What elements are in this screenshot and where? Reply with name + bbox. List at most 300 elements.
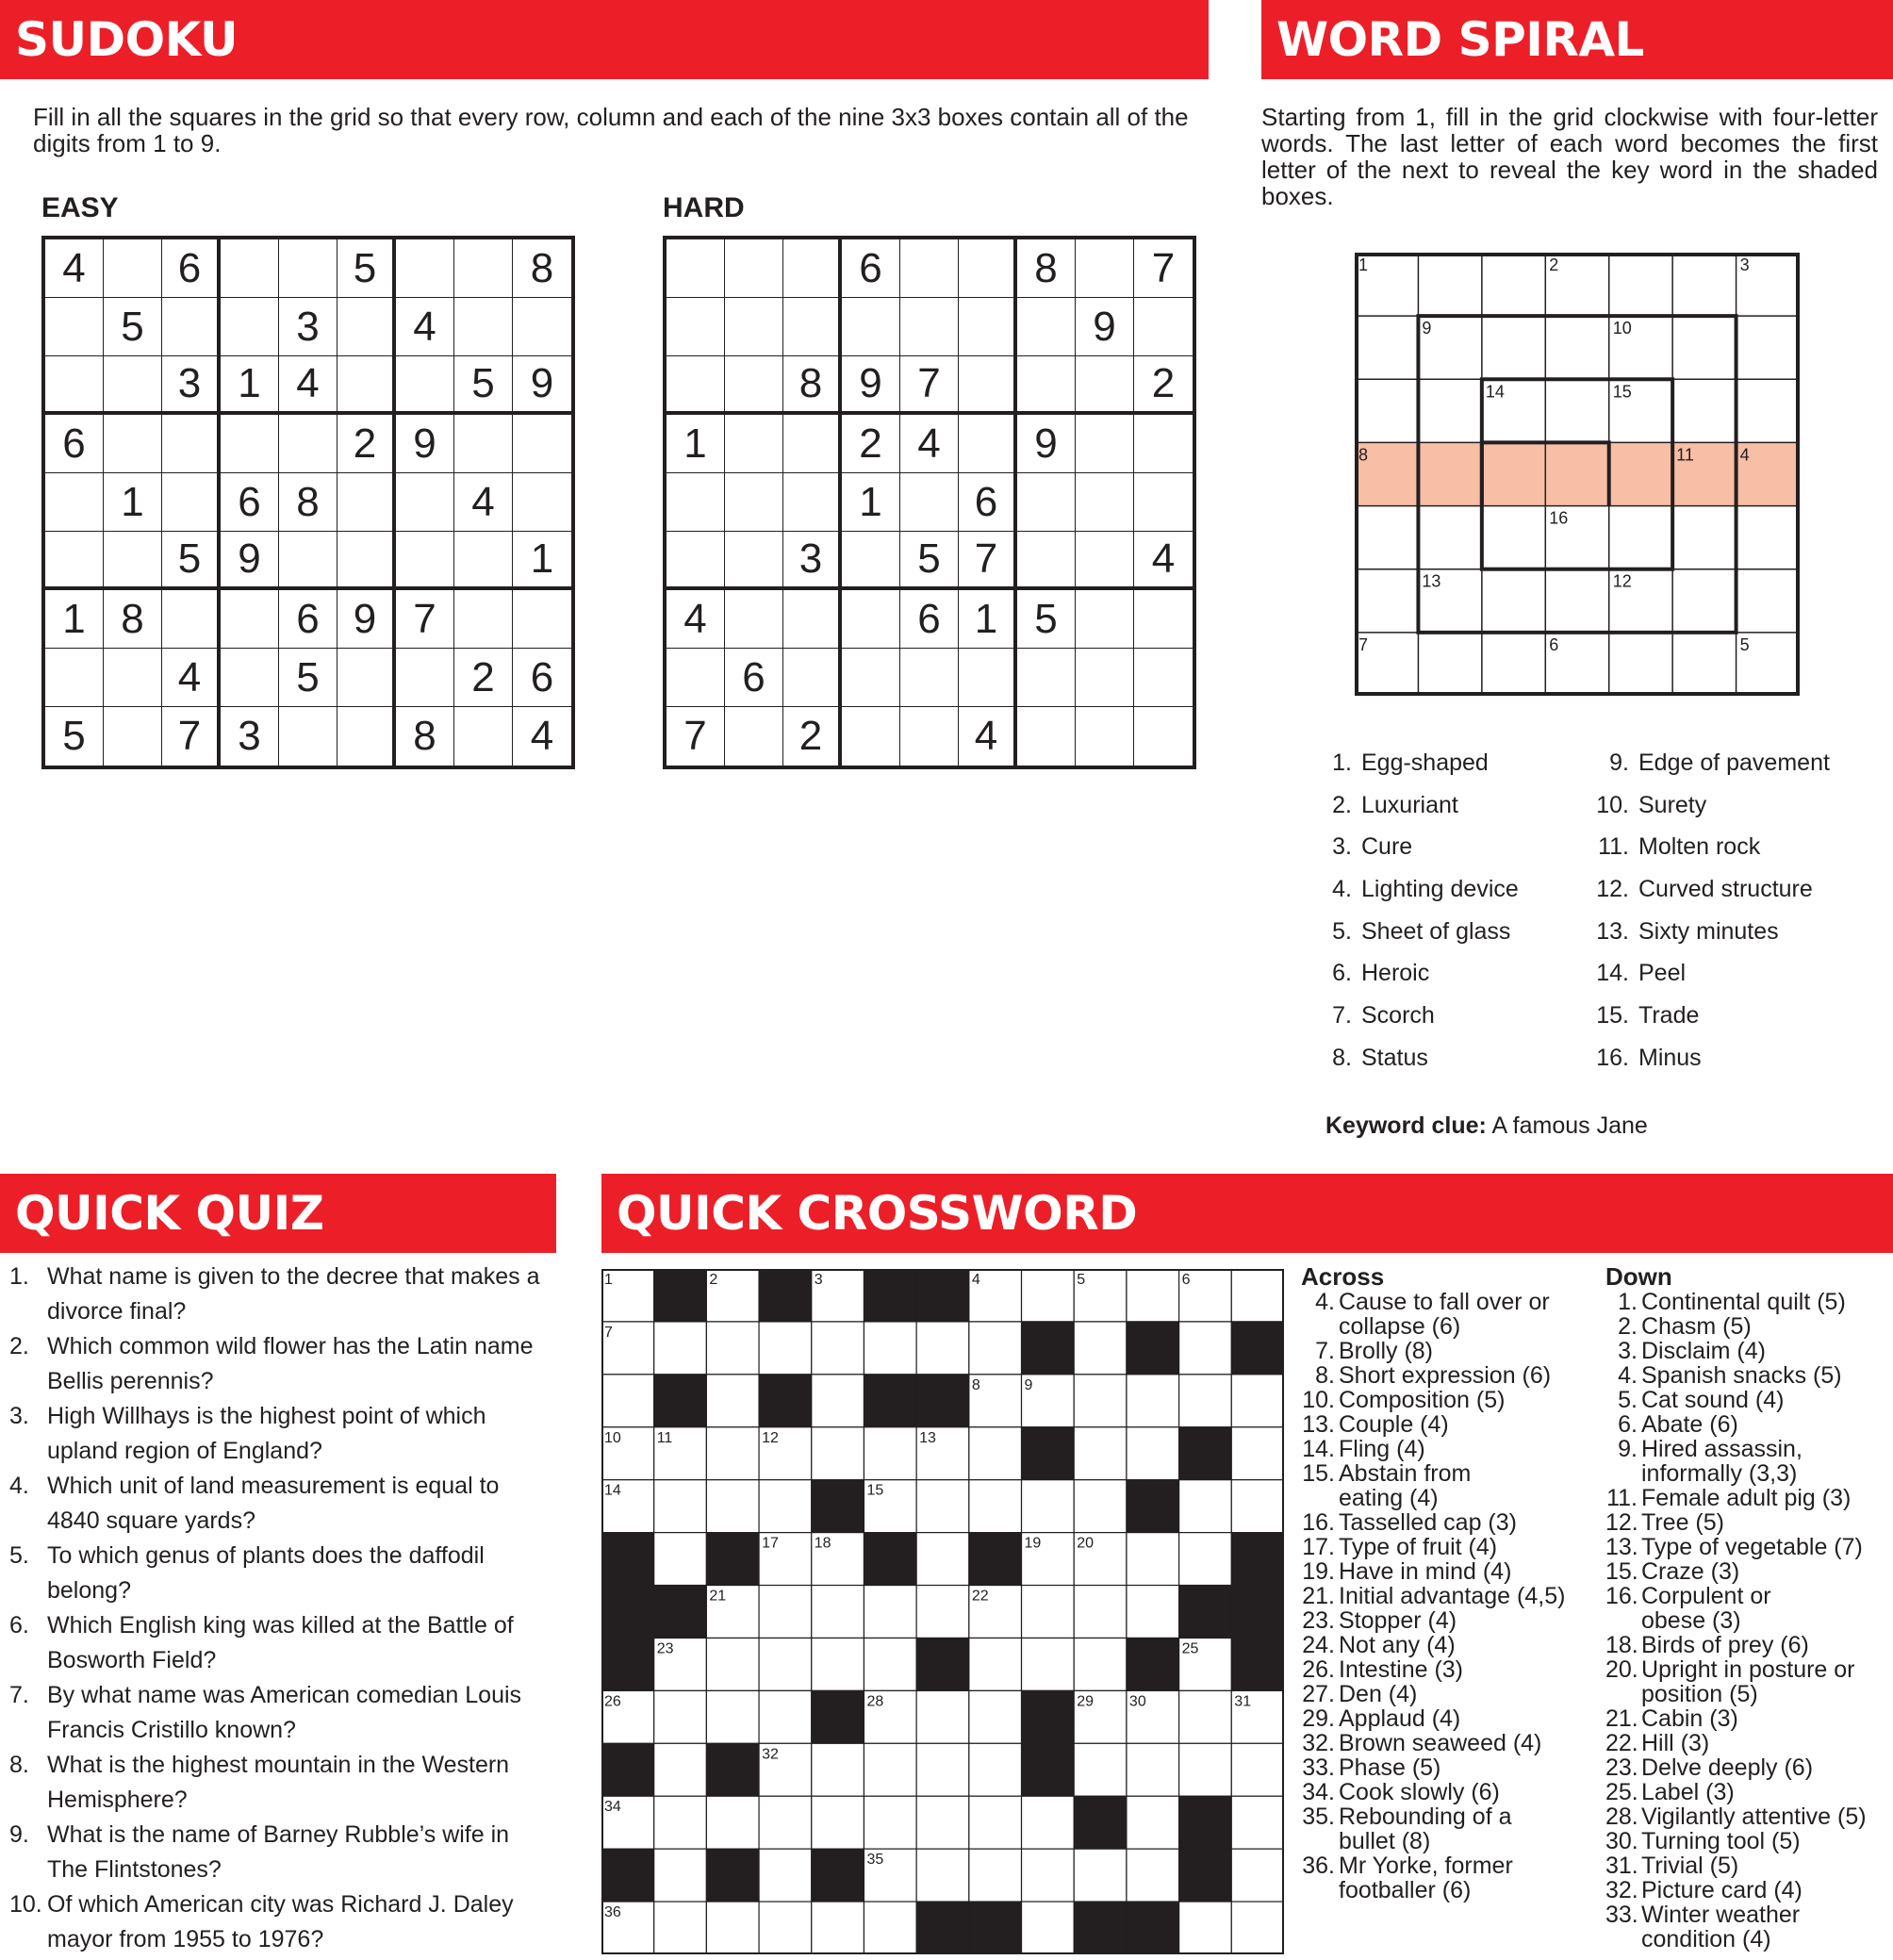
crossword-cell[interactable] [1231,1269,1284,1322]
crossword-cell[interactable] [759,1902,812,1954]
crossword-cell[interactable] [1179,1902,1232,1954]
sudoku-cell[interactable] [104,415,162,473]
crossword-cell-number: 29 [1077,1693,1095,1710]
crossword-cell[interactable] [759,1849,812,1902]
crossword-block [864,1269,916,1322]
sudoku-cell[interactable]: 4 [279,356,337,415]
sudoku-cell[interactable] [959,415,1017,473]
sudoku-cell[interactable] [900,649,959,707]
sudoku-cell[interactable] [783,239,842,298]
sudoku-cell[interactable]: 7 [1134,239,1193,298]
sudoku-cell[interactable]: 8 [783,356,842,415]
sudoku-cell[interactable] [454,707,513,766]
crossword-cell[interactable] [864,1638,916,1690]
crossword-cell[interactable] [1127,1796,1179,1849]
sudoku-cell[interactable]: 4 [1134,532,1193,590]
sudoku-cell[interactable] [1134,649,1193,707]
crossword-cell[interactable] [654,1322,707,1375]
sudoku-cell[interactable] [279,239,337,298]
sudoku-cell[interactable] [454,532,513,590]
sudoku-cell[interactable]: 5 [45,707,104,766]
sudoku-cell[interactable]: 9 [337,590,396,649]
crossword-cell[interactable] [969,1796,1022,1849]
crossword-cell[interactable] [706,1690,759,1743]
crossword-cell[interactable] [916,1690,969,1743]
crossword-cell[interactable] [759,1480,812,1533]
sudoku-cell[interactable] [725,239,783,298]
crossword-cell[interactable] [1179,1533,1232,1586]
sudoku-cell[interactable] [667,239,725,298]
sudoku-cell[interactable] [725,590,783,649]
sudoku-cell[interactable] [1134,298,1193,356]
sudoku-cell[interactable]: 9 [1017,415,1076,473]
crossword-cell[interactable] [759,1690,812,1743]
sudoku-cell[interactable]: 8 [396,707,454,766]
crossword-block [916,1375,969,1427]
sudoku-cell[interactable] [1134,415,1193,473]
crossword-cell[interactable] [1074,1638,1127,1690]
crossword-cell-number: 15 [866,1482,884,1499]
sudoku-cell[interactable]: 4 [530,713,554,759]
sudoku-cell[interactable] [842,649,900,707]
sudoku-cell[interactable]: 2 [454,649,513,707]
sudoku-cell[interactable] [1017,473,1076,532]
sudoku-cell[interactable] [513,473,571,532]
sudoku-cell[interactable] [667,473,725,532]
crossword-cell[interactable] [1022,1638,1075,1690]
sudoku-cell[interactable]: 9 [396,415,454,473]
crossword-cell[interactable] [706,1902,759,1954]
crossword-cell[interactable] [706,1427,759,1480]
question-line: 4840 square yards? [47,1507,255,1534]
sudoku-cell[interactable] [162,298,221,356]
sudoku-cell[interactable]: 5 [104,298,162,356]
crossword-cell[interactable] [654,1796,707,1849]
sudoku-cell[interactable] [454,415,513,473]
sudoku-cell[interactable] [162,415,221,473]
crossword-cell[interactable] [706,1638,759,1690]
sudoku-cell[interactable] [900,473,959,532]
sudoku-cell[interactable] [1017,532,1076,590]
sudoku-cell[interactable] [783,473,842,532]
crossword-cell[interactable] [969,1480,1022,1533]
crossword-cell[interactable] [864,1743,916,1796]
sudoku-cell[interactable]: 6 [162,239,221,298]
sudoku-cell[interactable] [842,532,900,590]
sudoku-cell[interactable] [842,590,900,649]
sudoku-cell[interactable]: 8 [513,239,571,298]
clue-text [1339,1363,1551,1388]
keyword-shaded-cell[interactable] [1418,442,1481,505]
sudoku-cell[interactable]: 9 [842,356,900,415]
sudoku-cell[interactable]: 7 [162,707,221,766]
crossword-cell[interactable] [1127,1743,1179,1796]
spiral-clue [1591,918,1893,961]
crossword-cell[interactable] [812,1796,864,1849]
sudoku-cell[interactable] [45,298,104,356]
sudoku-cell[interactable] [337,473,396,532]
crossword-cell[interactable] [916,1796,969,1849]
crossword-cell[interactable] [916,1586,969,1639]
sudoku-cell[interactable]: 1 [842,473,900,532]
clue-line: Composition (5) [1339,1387,1506,1413]
sudoku-cell[interactable]: 1 [45,590,104,649]
sudoku-cell[interactable] [513,590,571,649]
crossword-cell[interactable] [916,1480,969,1533]
sudoku-cell[interactable]: 5 [279,649,337,707]
crossword-cell[interactable] [706,1375,759,1427]
sudoku-cell[interactable]: 6 [725,649,783,707]
sudoku-cell[interactable]: 6 [279,590,337,649]
crossword-cell[interactable] [1179,1322,1232,1375]
sudoku-cell[interactable] [1076,532,1134,590]
sudoku-cell[interactable]: 1 [104,473,162,532]
crossword-cell[interactable] [1074,1586,1127,1639]
sudoku-cell[interactable] [221,415,279,473]
crossword-cell[interactable] [812,1322,864,1375]
sudoku-cell[interactable]: 7 [959,532,1017,590]
crossword-cell[interactable] [1179,1743,1232,1796]
sudoku-cell[interactable] [959,649,1017,707]
crossword-cell[interactable] [1231,1849,1284,1902]
crossword-cell[interactable] [706,1480,759,1533]
crossword-cell[interactable] [916,1743,969,1796]
crossword-cell[interactable] [759,1796,812,1849]
crossword-cell[interactable] [1022,1586,1075,1639]
sudoku-cell[interactable]: 7 [667,707,725,766]
sudoku-cell[interactable] [900,239,959,298]
crossword-cell[interactable] [1179,1480,1232,1533]
crossword-cell[interactable] [1179,1375,1232,1427]
sudoku-cell[interactable] [959,239,1017,298]
sudoku-cell[interactable] [104,239,162,298]
sudoku-cell[interactable] [337,356,396,415]
sudoku-cell[interactable] [454,239,513,298]
crossword-cell[interactable] [706,1322,759,1375]
sudoku-cell[interactable] [104,707,162,766]
crossword-grid [601,1269,1284,1954]
sudoku-cell[interactable] [725,532,783,590]
sudoku-cell[interactable]: 3 [221,707,279,766]
crossword-cell[interactable] [969,1690,1022,1743]
sudoku-cell[interactable] [725,298,783,356]
crossword-cell[interactable] [1231,1375,1284,1427]
crossword-cell[interactable] [1022,1849,1075,1902]
clue-text [1641,1559,1739,1584]
sudoku-cell[interactable]: 8 [1017,239,1076,298]
sudoku-cell[interactable]: 5 [162,532,221,590]
sudoku-cell[interactable]: 1 [959,590,1017,649]
crossword-cell[interactable] [1022,1796,1075,1849]
crossword-cell[interactable] [1074,1427,1127,1480]
crossword-cell[interactable] [601,1375,654,1427]
sudoku-cell[interactable] [279,532,337,590]
crossword-cell[interactable] [1231,1480,1284,1533]
sudoku-cell[interactable] [1134,707,1193,766]
crossword-cell[interactable] [864,1796,916,1849]
crossword-cell[interactable] [1074,1322,1127,1375]
crossword-cell-number: 14 [604,1482,621,1499]
crossword-cell[interactable] [1127,1427,1179,1480]
sudoku-cell[interactable] [842,298,900,356]
sudoku-cell[interactable] [842,707,900,766]
sudoku-cell[interactable] [45,532,104,590]
crossword-block [916,1269,969,1322]
sudoku-cell[interactable]: 4 [454,473,513,532]
sudoku-cell[interactable] [454,298,513,356]
sudoku-cell[interactable] [1076,707,1134,766]
crossword-cell[interactable] [1127,1269,1179,1322]
crossword-cell-number: 33 [1024,1746,1042,1763]
crossword-cell[interactable] [864,1322,916,1375]
sudoku-cell[interactable]: 6 [513,649,571,707]
sudoku-cell[interactable] [1076,590,1134,649]
crossword-cell[interactable] [1127,1586,1179,1639]
sudoku-cell[interactable] [396,532,454,590]
clue-line: Corpulent or [1641,1583,1771,1609]
crossword-cell[interactable] [654,1743,707,1796]
crossword-block [1074,1902,1127,1954]
clue-line: Abate (6) [1641,1411,1738,1438]
crossword-cell[interactable] [759,1322,812,1375]
sudoku-cell[interactable]: 1 [667,415,725,473]
crossword-cell[interactable] [969,1638,1022,1690]
sudoku-cell[interactable] [513,415,571,473]
sudoku-cell[interactable]: 5 [454,356,513,415]
crossword-cell[interactable] [654,1902,707,1954]
sudoku-cell[interactable]: 5 [337,239,396,298]
sudoku-cell[interactable]: 1 [221,356,279,415]
sudoku-cell[interactable] [45,649,104,707]
crossword-cell[interactable] [654,1533,707,1586]
sudoku-cell[interactable] [162,590,221,649]
sudoku-cell[interactable] [725,356,783,415]
sudoku-cell[interactable]: 1 [513,532,571,590]
crossword-cell[interactable] [1074,1743,1127,1796]
sudoku-cell[interactable]: 5 [900,532,959,590]
sudoku-cell[interactable]: 6 [221,473,279,532]
down-clue [1605,1755,1893,1780]
sudoku-cell[interactable]: 6 [45,415,104,473]
sudoku-cell[interactable] [396,473,454,532]
sudoku-cell[interactable] [221,649,279,707]
sudoku-cell[interactable] [1017,298,1076,356]
sudoku-cell[interactable]: 4 [667,590,725,649]
sudoku-cell[interactable] [900,298,959,356]
sudoku-cell[interactable]: 4 [959,707,1017,766]
sudoku-cell[interactable] [221,298,279,356]
crossword-cell[interactable] [812,1743,864,1796]
sudoku-cell[interactable]: 4 [900,415,959,473]
sudoku-cell[interactable] [1017,649,1076,707]
sudoku-cell[interactable] [454,590,513,649]
sudoku-cell[interactable] [45,473,104,532]
sudoku-cell[interactable] [104,532,162,590]
spiral-clue [1591,833,1893,876]
sudoku-cell[interactable] [396,239,454,298]
sudoku-cell[interactable] [667,532,725,590]
sudoku-cell[interactable]: 5 [1017,590,1076,649]
sudoku-cell[interactable]: 2 [783,707,842,766]
sudoku-cell[interactable] [45,356,104,415]
crossword-cell[interactable] [864,1902,916,1954]
clue-number: 33. [1302,1754,1335,1781]
sudoku-cell[interactable] [337,707,396,766]
crossword-cell[interactable] [916,1849,969,1902]
clue-text [1641,1633,1809,1657]
sudoku-cell[interactable] [1017,707,1076,766]
sudoku-cell[interactable]: 3 [279,298,337,356]
crossword-cell[interactable] [1022,1269,1075,1322]
sudoku-cell[interactable] [725,707,783,766]
crossword-cell[interactable] [916,1533,969,1586]
sudoku-cell[interactable]: 8 [104,590,162,649]
sudoku-cell[interactable] [1076,356,1134,415]
sudoku-cell[interactable]: 7 [900,356,959,415]
sudoku-cell[interactable] [667,649,725,707]
sudoku-cell[interactable] [337,298,396,356]
sudoku-cell[interactable]: 2 [1134,356,1193,415]
crossword-cell[interactable] [812,1427,864,1480]
clue-number: 6. [1332,960,1352,987]
clue-text: Minus [1638,1044,1702,1071]
crossword-cell[interactable] [969,1322,1022,1375]
sudoku-cell[interactable] [1076,239,1134,298]
sudoku-cell[interactable] [900,707,959,766]
crossword-cell[interactable] [759,1638,812,1690]
crossword-block [812,1849,864,1902]
spiral-cell-number: 10 [1612,319,1632,338]
sudoku-cell[interactable] [337,649,396,707]
down-clue [1605,1339,1893,1363]
clue-number: 13. [1596,917,1629,945]
spiral-clue [1325,1045,1580,1087]
sudoku-cell[interactable] [1017,356,1076,415]
sudoku-cell[interactable]: 2 [337,415,396,473]
sudoku-cell[interactable] [783,590,842,649]
clue-line: Cabin (3) [1641,1705,1738,1732]
sudoku-cell[interactable] [1076,649,1134,707]
sudoku-cell[interactable]: 6 [959,473,1017,532]
crossword-block [654,1586,707,1639]
sudoku-cell[interactable] [725,415,783,473]
crossword-cell[interactable] [1231,1427,1284,1480]
crossword-cell[interactable] [812,1902,864,1954]
sudoku-cell[interactable] [959,356,1017,415]
keyword-shaded-cell[interactable] [1482,442,1545,505]
sudoku-cell[interactable]: 3 [783,532,842,590]
sudoku-cell[interactable] [162,473,221,532]
sudoku-cell[interactable] [337,532,396,590]
crossword-cell[interactable] [1074,1849,1127,1902]
sudoku-cell[interactable]: 9 [221,532,279,590]
crossword-cell[interactable] [969,1743,1022,1796]
crossword-cell[interactable] [1179,1690,1232,1743]
sudoku-cell[interactable] [513,298,571,356]
clue-line: Initial advantage (4,5) [1339,1583,1566,1609]
sudoku-cell[interactable] [1076,473,1134,532]
sudoku-cell[interactable] [279,415,337,473]
crossword-cell[interactable] [864,1586,916,1639]
crossword-cell[interactable] [654,1480,707,1533]
crossword-cell[interactable] [654,1690,707,1743]
crossword-cell[interactable] [1231,1902,1284,1954]
crossword-block [812,1480,864,1533]
sudoku-cell[interactable]: 7 [396,590,454,649]
sudoku-cell[interactable] [1134,590,1193,649]
sudoku-cell[interactable] [221,239,279,298]
crossword-block [706,1849,759,1902]
sudoku-cell[interactable]: 4 [396,298,454,356]
sudoku-cell[interactable]: 2 [842,415,900,473]
crossword-cell-number: 34 [604,1799,621,1816]
sudoku-cell[interactable] [104,356,162,415]
sudoku-cell[interactable] [783,415,842,473]
sudoku-cell[interactable] [783,298,842,356]
sudoku-cell[interactable] [396,356,454,415]
crossword-cell[interactable] [706,1796,759,1849]
crossword-cell[interactable] [1022,1902,1075,1954]
sudoku-cell[interactable]: 6 [900,590,959,649]
crossword-cell[interactable] [1074,1480,1127,1533]
keyword-shaded-cell[interactable] [1609,442,1672,505]
crossword-cell[interactable] [969,1427,1022,1480]
crossword-cell[interactable] [812,1586,864,1639]
crossword-cell[interactable] [759,1586,812,1639]
sudoku-cell[interactable]: 9 [1076,298,1134,356]
crossword-cell-number: 32 [762,1746,779,1763]
sudoku-cell[interactable] [279,707,337,766]
sudoku-cell[interactable]: 8 [279,473,337,532]
sudoku-cell[interactable]: 3 [162,356,221,415]
crossword-block [864,1533,916,1586]
clue-text: Status [1361,1044,1428,1071]
crossword-block [1179,1586,1232,1639]
sudoku-cell[interactable]: 6 [842,239,900,298]
sudoku-cell[interactable] [667,298,725,356]
crossword-cell[interactable] [1074,1375,1127,1427]
sudoku-cell[interactable]: 4 [45,239,104,298]
sudoku-cell[interactable]: 9 [513,356,571,415]
sudoku-cell[interactable] [221,590,279,649]
crossword-cell[interactable] [916,1322,969,1375]
sudoku-cell[interactable] [396,649,454,707]
sudoku-cell[interactable] [959,298,1017,356]
clue-text: Molten rock [1638,833,1761,861]
crossword-cell[interactable] [969,1849,1022,1902]
sudoku-cell[interactable]: 4 [162,649,221,707]
crossword-cell-number: 23 [656,1640,674,1657]
crossword-cell[interactable] [1127,1849,1179,1902]
crossword-cell[interactable] [812,1375,864,1427]
crossword-cell[interactable] [1231,1743,1284,1796]
crossword-cell[interactable] [864,1427,916,1480]
crossword-cell[interactable] [1127,1375,1179,1427]
crossword-cell[interactable] [1127,1533,1179,1586]
sudoku-cell[interactable] [725,473,783,532]
question-line: upland region of England? [47,1438,322,1464]
sudoku-cell[interactable] [1076,415,1134,473]
crossword-cell[interactable] [812,1638,864,1690]
sudoku-cell[interactable] [1134,473,1193,532]
crossword-cell[interactable] [1231,1796,1284,1849]
crossword-cell[interactable] [1022,1480,1075,1533]
crossword-cell[interactable] [654,1849,707,1902]
keyword-shaded-cell[interactable] [1545,442,1608,505]
sudoku-cell[interactable] [104,649,162,707]
sudoku-cell[interactable] [667,356,725,415]
sudoku-cell[interactable] [783,649,842,707]
